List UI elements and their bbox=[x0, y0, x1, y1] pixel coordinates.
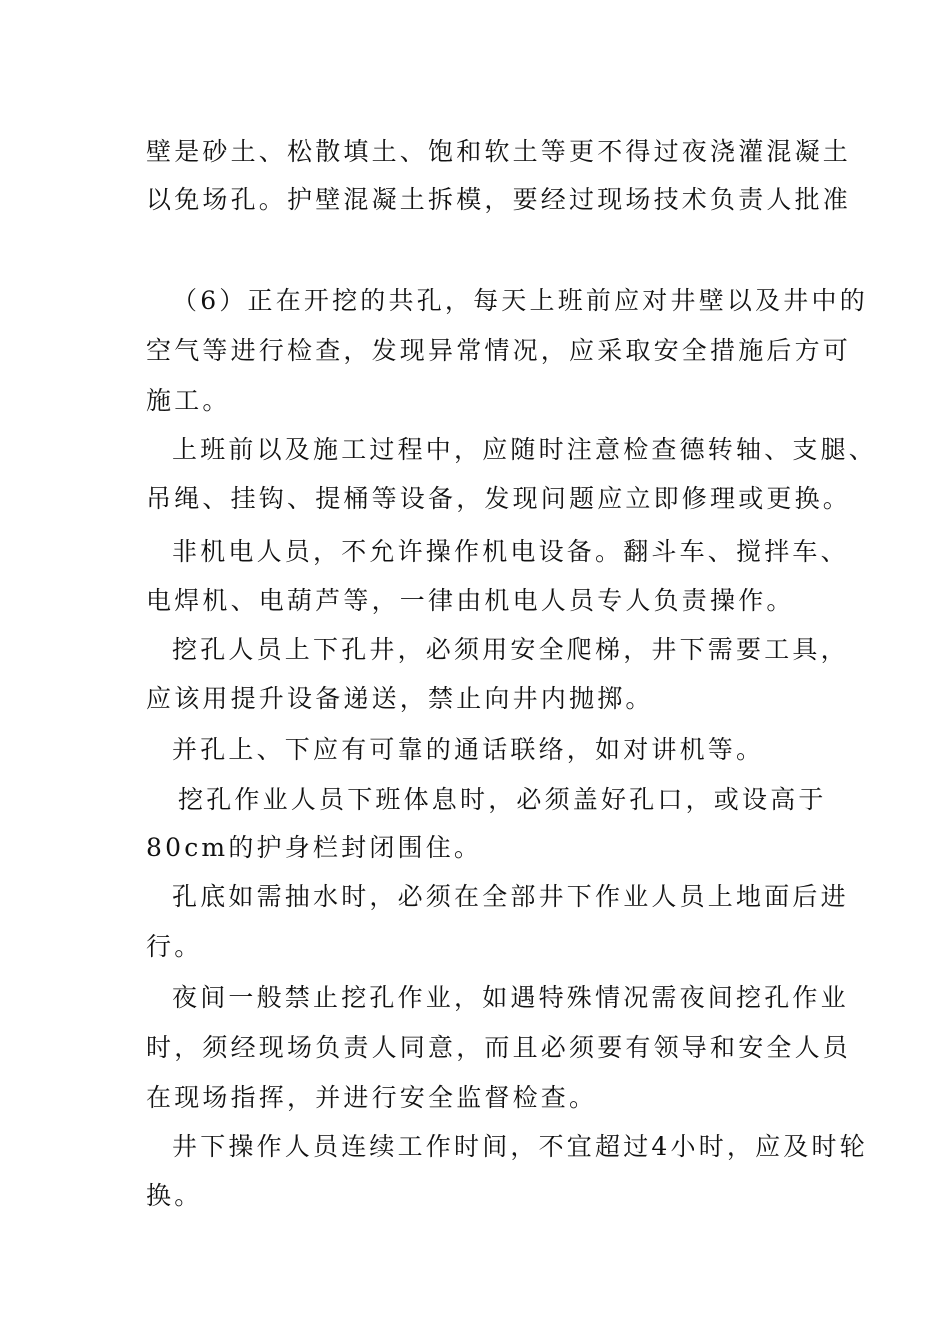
text-line: 时，须经现场负责人同意，而且必须要有领导和安全人员 bbox=[146, 1033, 852, 1062]
text-line: 行。 bbox=[146, 932, 203, 961]
text-line: 电焊机、电葫芦等，一律由机电人员专人负责操作。 bbox=[146, 586, 795, 615]
text-line: 吊绳、挂钩、提桶等设备，发现问题应立即修理或更换。 bbox=[146, 484, 852, 513]
text-line: 挖孔人员上下孔井，必须用安全爬梯，井下需要工具， bbox=[172, 635, 849, 664]
text-line: 上班前以及施工过程中，应随时注意检查德转轴、支腿、 bbox=[172, 435, 878, 464]
text-line: 换。 bbox=[146, 1181, 203, 1210]
text-line: 并孔上、下应有可靠的通话联络，如对讲机等。 bbox=[172, 735, 765, 764]
text-line: 在现场指挥，并进行安全监督检查。 bbox=[146, 1083, 598, 1112]
text-line: 非机电人员，不允许操作机电设备。翻斗车、搅拌车、 bbox=[172, 537, 849, 566]
text-line: 空气等进行检查，发现异常情况，应采取安全措施后方可 bbox=[146, 336, 852, 365]
text-line: 井下操作人员连续工作时间，不宜超过4小时，应及时轮 bbox=[172, 1132, 868, 1161]
text-line: （6）正在开挖的共孔，每天上班前应对井壁以及井中的 bbox=[172, 286, 868, 315]
text-line: 80cm的护身栏封闭围住。 bbox=[146, 833, 483, 862]
text-line: 以免场孔。护壁混凝土拆模，要经过现场技术负责人批准 bbox=[146, 185, 852, 214]
text-line: 壁是砂土、松散填土、饱和软土等更不得过夜浇灌混凝土 bbox=[146, 137, 852, 166]
text-line: 应该用提升设备递送，禁止向井内抛掷。 bbox=[146, 684, 654, 713]
text-line: 孔底如需抽水时，必须在全部井下作业人员上地面后进 bbox=[172, 882, 849, 911]
text-line: 施工。 bbox=[146, 386, 231, 415]
text-line: 夜间一般禁止挖孔作业，如遇特殊情况需夜间挖孔作业 bbox=[172, 983, 849, 1012]
text-line: 挖孔作业人员下班体息时，必须盖好孔口，或设高于 bbox=[178, 785, 827, 814]
